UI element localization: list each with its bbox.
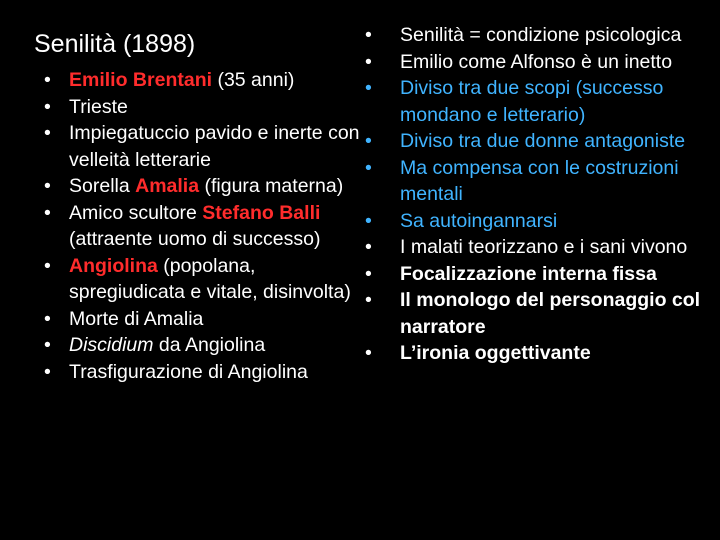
list-item-text: Sa autoingannarsi — [400, 209, 558, 232]
list-item — [359, 49, 709, 76]
list-item-text: Trieste — [69, 95, 128, 118]
list-item-text: (attraente uomo di successo) — [69, 228, 321, 250]
bullet-icon: • — [365, 209, 372, 232]
bullet-icon: • — [365, 262, 372, 285]
bullet-icon: • — [44, 201, 51, 224]
bullet-icon: • — [44, 69, 51, 91]
list-item-text: L’ironia oggettivante — [400, 342, 591, 364]
bullet-icon: • — [365, 236, 372, 258]
character-name: Amalia — [135, 175, 200, 197]
list-item — [359, 340, 709, 367]
bullet-icon: • — [44, 95, 51, 118]
list-item-text: Impiegatuccio pavido e inerte con velleità letterarie — [69, 122, 360, 171]
list-item — [34, 332, 374, 359]
list-item — [359, 128, 709, 155]
list-item — [34, 173, 374, 200]
list-item — [359, 208, 709, 235]
list-item-text: (figura materna) — [199, 175, 344, 197]
list-item-text: Ma compensa con le costruzioni mentali — [400, 156, 679, 205]
bullet-icon: • — [44, 122, 51, 144]
list-item — [359, 75, 709, 128]
list-item-text: Trasfigurazione di Angiolina — [69, 360, 308, 383]
bullet-icon: • — [365, 289, 372, 311]
latin-term: Discidium — [69, 334, 154, 356]
bullet-icon: • — [365, 156, 372, 179]
bullet-icon: • — [44, 175, 51, 197]
bullet-icon: • — [365, 130, 372, 152]
list-item — [34, 306, 374, 333]
list-item — [34, 94, 374, 121]
list-item — [34, 120, 374, 173]
list-item-text: Focalizzazione interna fissa — [400, 262, 657, 285]
character-name: Angiolina — [69, 254, 158, 277]
list-item — [359, 155, 709, 208]
character-name: Stefano Balli — [202, 201, 321, 224]
list-item — [34, 67, 374, 94]
list-item-text: Sorella — [69, 175, 136, 197]
list-item-text: Emilio come Alfonso è un inetto — [400, 50, 673, 73]
list-item — [34, 253, 374, 306]
list-item — [359, 287, 709, 340]
list-item-text: (popolana, spregiudicata e vitale, disinvolta) — [69, 254, 351, 303]
list-item-text: Senilità = condizione psicologica — [400, 24, 682, 46]
list-item — [359, 261, 709, 288]
list-item-text: Diviso tra due scopi (successo mondano e letterario) — [400, 77, 664, 126]
list-item-text: I malati teorizzano e i sani vivono — [400, 236, 688, 258]
list-item — [359, 234, 709, 261]
slide-title: Senilità (1898) — [34, 30, 196, 58]
list-item-text: Il monologo del personaggio col narratore — [400, 289, 701, 338]
bullet-icon: • — [44, 254, 51, 277]
character-name: Emilio Brentani — [69, 69, 213, 91]
list-item-text: da Angiolina — [153, 334, 266, 356]
list-item — [359, 22, 709, 49]
bullet-icon: • — [365, 77, 372, 99]
bullet-icon: • — [365, 50, 372, 73]
list-item-text: Diviso tra due donne antagoniste — [400, 130, 686, 152]
bullet-icon: • — [365, 24, 372, 46]
bullet-icon: • — [44, 334, 51, 356]
bullet-icon: • — [44, 307, 51, 330]
right-bullet-list — [359, 22, 709, 367]
list-item-text: Morte di Amalia — [69, 307, 204, 330]
left-bullet-list — [34, 67, 374, 385]
bullet-icon: • — [44, 360, 51, 383]
list-item-text: Amico scultore — [69, 201, 203, 224]
list-item — [34, 359, 374, 386]
list-item-text: (35 anni) — [212, 69, 295, 91]
bullet-icon: • — [365, 342, 372, 364]
list-item — [34, 200, 374, 253]
